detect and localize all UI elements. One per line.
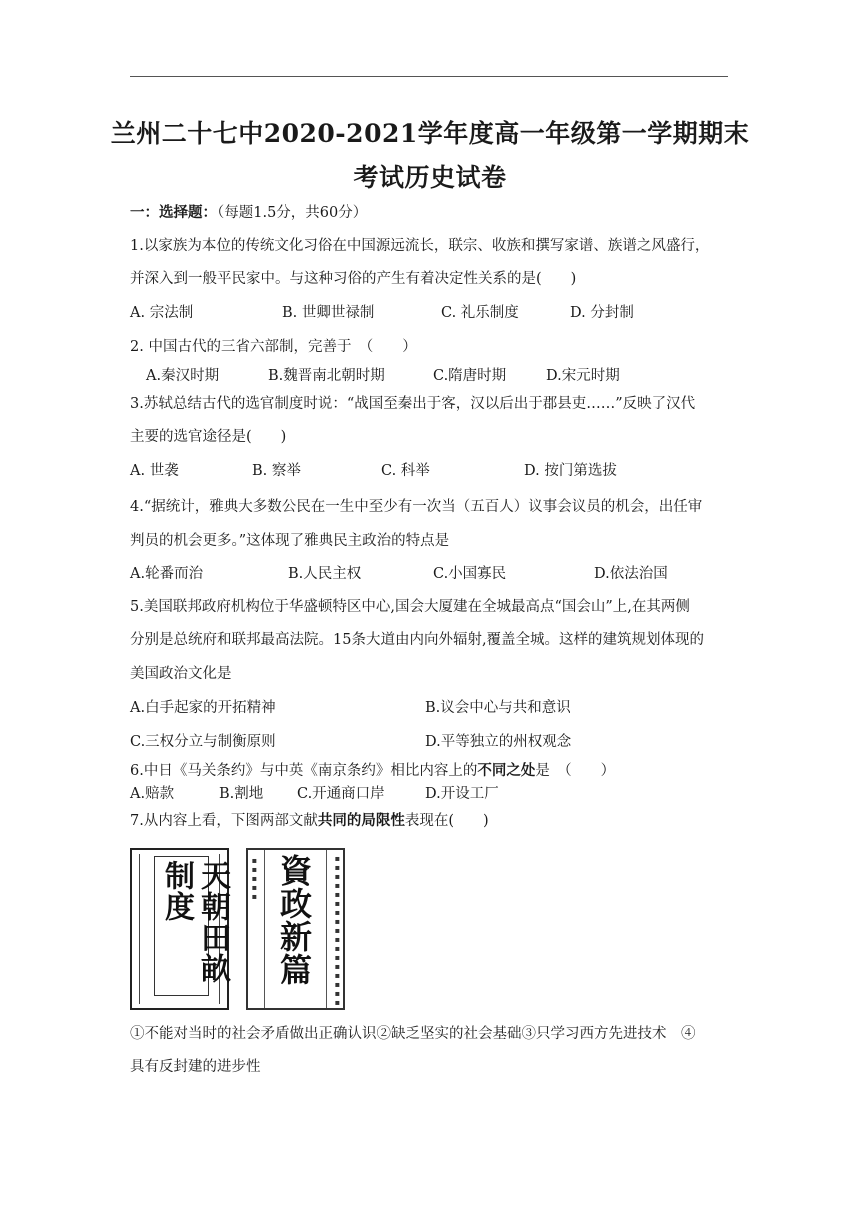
q2-option-d: D.宋元时期 <box>546 368 620 384</box>
section-note: （每题1.5分，共60分） <box>217 205 368 221</box>
q4-option-d: D.依法治国 <box>594 566 668 582</box>
q6-stem-emphasis: 不同之处 <box>477 762 536 779</box>
q4-option-a: A.轮番而治 <box>130 566 204 582</box>
figure2-left-rule <box>264 850 265 1008</box>
q3-option-c: C. 科举 <box>381 463 430 479</box>
q5-option-b: B.议会中心与共和意识 <box>425 700 571 716</box>
q7-stem-pre: 7.从内容上看，下图两部文献 <box>130 813 318 829</box>
figure2-right-small-text-decoration: ▪▪▪▪▪▪▪▪▪▪▪▪▪▪▪▪▪ <box>333 854 342 1007</box>
q7-stem <box>130 811 489 831</box>
section-heading <box>130 203 367 223</box>
q2-option-a: A.秦汉时期 <box>146 368 220 384</box>
header-rule <box>130 76 728 77</box>
figure2-right-rule <box>326 850 327 1008</box>
q1-option-c: C. 礼乐制度 <box>441 305 519 321</box>
q4-option-b: B.人民主权 <box>288 566 362 582</box>
q1-option-d: D. 分封制 <box>570 305 634 321</box>
q3-stem-line1: 3.苏轼总结古代的选官制度时说：“战国至秦出于客，汉以后出于郡县吏……”反映了汉代 <box>130 396 696 412</box>
q4-stem-line2: 判员的机会更多。”这体现了雅典民主政治的特点是 <box>130 533 450 549</box>
q6-option-a: A.赔款 <box>130 786 175 802</box>
q5-option-c: C.三权分立与制衡原则 <box>130 734 276 750</box>
q3-option-b: B. 察举 <box>252 463 301 479</box>
figure-tianchao-tianmu-zhidu <box>130 848 229 1010</box>
exam-title-line2: 考试历史试卷 <box>353 163 507 192</box>
q6-stem-post: 是 （ ） <box>535 763 616 779</box>
q1-stem-line1: 1.以家族为本位的传统文化习俗在中国源远流长，联宗、收族和撰写家谱、族谱之风盛行， <box>130 238 710 254</box>
q5-stem-line3: 美国政治文化是 <box>130 666 232 682</box>
q1-option-a: A. 宗法制 <box>130 305 194 321</box>
q3-stem-line2: 主要的选官途径是( ) <box>130 429 287 445</box>
q6-stem <box>130 761 615 781</box>
q5-stem-line1: 5.美国联邦政府机构位于华盛顿特区中心,国会大厦建在全城最高点“国会山”上,在其两侧 <box>130 599 690 615</box>
figure1-title: 天朝田畝制度 <box>159 860 230 984</box>
q5-stem-line2: 分别是总统府和联邦最高法院。15条大道由内向外辐射,覆盖全城。这样的建筑规划体现的 <box>130 632 705 648</box>
q1-stem-line2: 并深入到一般平民家中。与这种习俗的产生有着决定性关系的是( ) <box>130 271 577 287</box>
q2-stem: 2. 中国古代的三省六部制，完善于 （ ） <box>130 339 417 355</box>
q6-stem-pre: 6.中日《马关条约》与中英《南京条约》相比内容上的 <box>130 763 478 779</box>
q1-option-b: B. 世卿世禄制 <box>282 305 375 321</box>
q6-option-b: B.割地 <box>219 786 264 802</box>
q2-option-c: C.隋唐时期 <box>433 368 507 384</box>
figure2-title: 資政新篇 <box>275 854 313 986</box>
q7-stem-post: 表现在( ) <box>404 813 489 829</box>
q4-option-c: C.小国寡民 <box>433 566 507 582</box>
section-label: 一：选择题： <box>130 204 217 221</box>
q4-stem-line1: 4.“据统计，雅典大多数公民在一生中至少有一次当（五百人）议事会议员的机会，出任审 <box>130 499 703 515</box>
exam-title-line1: 兰州二十七中2020-2021学年度高一年级第一学期期末 <box>110 119 750 148</box>
q5-option-d: D.平等独立的州权观念 <box>425 734 572 750</box>
q7-stem-emphasis: 共同的局限性 <box>317 812 405 829</box>
q6-option-c: C.开通商口岸 <box>297 786 385 802</box>
q7-choices-line2: 具有反封建的进步性 <box>130 1059 261 1075</box>
q2-option-b: B.魏晋南北朝时期 <box>268 368 385 384</box>
q3-option-d: D. 按门第选拔 <box>524 463 617 479</box>
q7-choices-line1: ①不能对当时的社会矛盾做出正确认识②缺乏坚实的社会基础③只学习西方先进技术 ④ <box>130 1026 696 1042</box>
figure2-left-small-text-decoration: ▪▪▪▪▪ <box>250 856 259 901</box>
q6-option-d: D.开设工厂 <box>425 786 499 802</box>
figure-zizheng-xinpian <box>246 848 345 1010</box>
q5-option-a: A.白手起家的开拓精神 <box>130 700 276 716</box>
q3-option-a: A. 世袭 <box>130 463 179 479</box>
